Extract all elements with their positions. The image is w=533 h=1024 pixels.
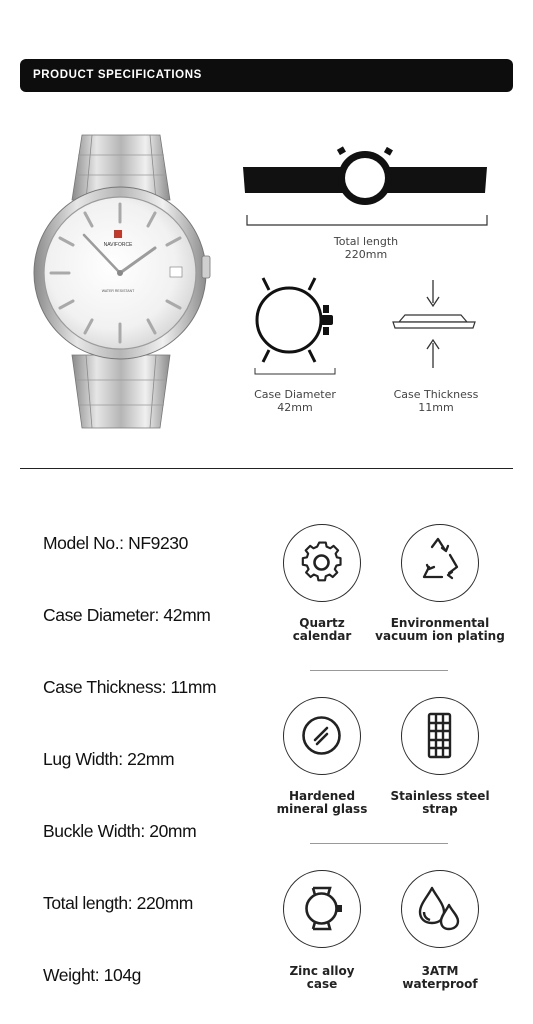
- feature-zinc-case: [283, 870, 361, 948]
- feature-zinc-case-line1: Zinc alloy: [289, 964, 355, 978]
- case-thickness-caption: [376, 388, 496, 414]
- spec-weight: Weight: 104g: [43, 965, 142, 985]
- feature-ion-plating: [401, 524, 479, 602]
- glass-icon: [284, 698, 359, 773]
- spec-model-number: Model No.: NF9230: [43, 533, 188, 553]
- case-thickness-icon: [393, 280, 475, 368]
- watch-dial-text: WATER RESISTANT: [101, 289, 135, 293]
- header-bar: [20, 59, 513, 92]
- recycle-icon: [402, 525, 477, 600]
- spec-lug-width: Lug Width: 22mm: [43, 749, 175, 769]
- feature-separator: [310, 843, 448, 844]
- gear-icon: [284, 525, 359, 600]
- strap-silhouette-icon: [243, 146, 487, 205]
- water-drops-icon: [402, 871, 477, 946]
- spec-case-diameter: Case Diameter: 42mm: [43, 605, 211, 625]
- feature-quartz-line2: calendar: [292, 628, 352, 643]
- case-thickness-value: 11mm: [418, 401, 454, 414]
- page-title: PRODUCT SPECIFICATIONS: [33, 69, 202, 81]
- strap-icon: [402, 698, 477, 773]
- case-diameter-caption: [236, 388, 354, 414]
- watch-image: [30, 130, 215, 435]
- feature-mineral-glass-line2: mineral glass: [276, 801, 368, 816]
- feature-ion-plating-label: [375, 617, 505, 642]
- feature-mineral-glass: [283, 697, 361, 775]
- feature-ion-plating-line2: vacuum ion plating: [375, 628, 505, 643]
- feature-zinc-case-label: [257, 965, 387, 990]
- spec-total-length: Total length: 220mm: [43, 893, 193, 913]
- spec-case-thickness: Case Thickness: 11mm: [43, 677, 217, 697]
- section-divider: [20, 468, 513, 469]
- feature-waterproof-label: [375, 965, 505, 990]
- total-length-label: Total length: [333, 235, 399, 248]
- feature-waterproof: [401, 870, 479, 948]
- total-length-value: 220mm: [344, 248, 388, 261]
- feature-quartz-label: [257, 617, 387, 642]
- feature-mineral-glass-line1: Hardened: [288, 789, 356, 803]
- case-diameter-icon: [257, 278, 333, 362]
- feature-waterproof-line1: 3ATM: [421, 964, 459, 978]
- case-diameter-label: Case Diameter: [254, 388, 336, 401]
- feature-waterproof-line2: waterproof: [402, 976, 478, 991]
- case-diameter-value: 42mm: [277, 401, 313, 414]
- total-length-caption: [300, 235, 432, 261]
- feature-steel-strap-line2: strap: [422, 801, 458, 816]
- feature-zinc-case-line2: case: [306, 976, 338, 991]
- feature-quartz-line1: Quartz: [299, 616, 345, 630]
- feature-steel-strap-line1: Stainless steel: [390, 789, 490, 803]
- total-length-bracket: [247, 215, 487, 225]
- watch-brand: NAVIFORCE: [103, 242, 133, 248]
- feature-steel-strap-label: [375, 790, 505, 815]
- spec-buckle-width: Buckle Width: 20mm: [43, 821, 197, 841]
- feature-quartz: [283, 524, 361, 602]
- case-thickness-label: Case Thickness: [393, 388, 479, 401]
- feature-separator: [310, 670, 448, 671]
- feature-mineral-glass-label: [257, 790, 387, 815]
- feature-ion-plating-line1: Environmental: [390, 616, 490, 630]
- dimension-diagrams: [235, 140, 505, 430]
- watch-case-icon: [284, 871, 359, 946]
- feature-steel-strap: [401, 697, 479, 775]
